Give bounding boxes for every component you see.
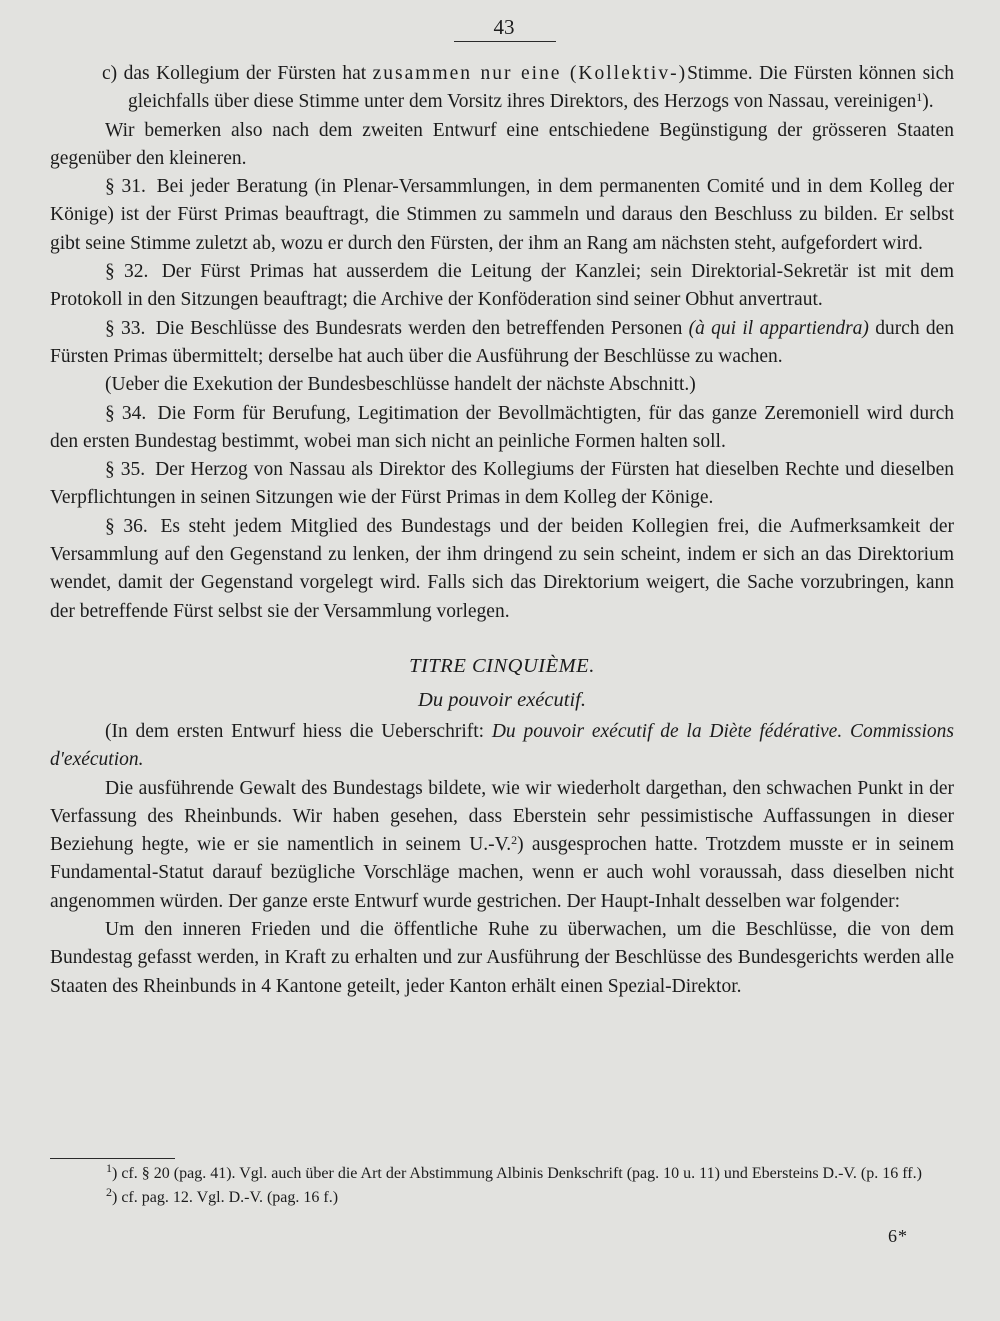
paragraph-die-text-a: Die ausführende Gewalt des Bundestags bildete, wie wir wiederholt dargethan, den schwachen Punkt in der Verfassung des Rheinbunds. Wir haben gesehen, dass Eberstein sehr pessimistische Auffassungen in dieser Beziehung hegte, wie er sie namentlich in seinem U.-V. — [50, 777, 954, 856]
paragraph-die-text-b: ) ausgesprochen hatte. Trotzdem musste er in seinem Fundamental-Statut darauf bezügliche Vorschläge machen, wenn er auch wohl voraussah, dass dieselben nicht angenommen würden. Der ganze erste Entwurf wurde gestrichen. Der Haupt-Inhalt desselben war folgender: — [50, 834, 954, 912]
footnote-2-text: ) cf. pag. 12. Vgl. D.-V. (pag. 16 f.) — [112, 1189, 339, 1206]
footnote-ref-2[interactable]: 2 — [511, 833, 518, 848]
footnote-ref-1[interactable]: 1 — [916, 90, 923, 105]
section-31-number: § 31. — [105, 176, 146, 198]
section-31-text: Bei jeder Beratung (in Plenar-Versammlungen, in dem permanenten Comité und in dem Kolleg der Könige) ist der Fürst Primas beauftragt, die Stimmen zu sammeln und daraus den Beschluss zu bilden. Er selbst gibt seine Stimme zuletzt ab, wozu er durch den Fürsten, der ihm an Rang am nächsten steht, aufgefordert wird. — [50, 176, 955, 254]
footnote-1-mark: 1 — [106, 1161, 112, 1175]
section-33-italic: (à qui il appartiendra) — [688, 317, 869, 339]
footnote-2 — [50, 1186, 960, 1210]
page-number: 43 — [493, 15, 515, 39]
paragraph-c-end: ). — [922, 91, 934, 113]
paragraph-c-spaced: zusammen nur eine (Kollektiv-) — [372, 63, 688, 84]
section-33-text-b: durch den Fürsten Primas übermittelt; derselbe hat auch über die Ausführung der Beschlüsse zu wachen. — [50, 317, 955, 367]
page-number-rule — [454, 41, 556, 42]
paragraph-c — [50, 60, 954, 117]
section-31 — [50, 173, 954, 258]
section-35 — [50, 456, 954, 513]
footnote-1 — [50, 1162, 960, 1186]
paragraph-in-dem-text: (In dem ersten Entwurf hiess die Ueberschrift: — [105, 720, 492, 742]
signature-mark: 6* — [888, 1226, 908, 1246]
section-36-number: § 36. — [105, 515, 148, 537]
paragraph-wir: Wir bemerken also nach dem zweiten Entwurf eine entschiedene Begünstigung der grösseren Staaten gegenüber den kleineren. — [50, 119, 954, 169]
footnote-1-text: ) cf. § 20 (pag. 41). Vgl. auch über die Art der Abstimmung Albinis Denkschrift (pag. 10 u. 11) und Ebersteins D.-V. (p. 16 ff.) — [112, 1165, 922, 1182]
section-35-number: § 35. — [105, 459, 146, 481]
paragraph-um: Um den inneren Frieden und die öffentliche Ruhe zu überwachen, um die Beschlüsse, die von dem Bundestag gefasst werden, in Kraft zu erhalten und zur Ausführung der Beschlüsse des Bundesgerichts werden alle Staaten des Rheinbunds in 4 Kantone geteilt, jeder Kanton erhält einen Spezial-Direktor. — [50, 919, 954, 997]
paragraph-c-text: Stimme. Die Fürsten können sich gleichfalls über diese Stimme unter dem Vorsitz ihres Direktors, des Herzogs von Nassau, vereinigen — [128, 63, 954, 113]
paragraph-ueber: (Ueber die Exekution der Bundesbeschlüsse handelt der nächste Abschnitt.) — [105, 374, 696, 396]
section-33-number: § 33. — [105, 317, 146, 339]
footnotes — [50, 1162, 960, 1210]
section-32-text: Der Fürst Primas hat ausserdem die Leitung der Kanzlei; sein Direktorial-Sekretär ist mit dem Protokoll in den Sitzungen beauftragt; die Archive der Konföderation sind seiner Obhut anvertraut. — [50, 261, 955, 311]
section-32-number: § 32. — [105, 261, 149, 283]
paragraph-c-prefix: c) das Kollegium der Fürsten hat — [102, 63, 373, 84]
section-34 — [50, 400, 954, 457]
section-32 — [50, 258, 954, 315]
footnote-rule — [50, 1158, 175, 1159]
section-33 — [50, 315, 954, 372]
section-36-text: Es steht jedem Mitglied des Bundestags und der beiden Kollegien frei, die Aufmerksamkeit der Versammlung auf den Gegenstand zu lenken, der ihm dringend zu sein scheint, indem er sich an das Direktorium wendet, damit der Gegenstand vorgelegt wird. Falls sich das Direktorium weigert, die Sache vorzubringen, kann der betreffende Fürst selbst sie der Versammlung vorlegen. — [50, 515, 955, 622]
section-34-text: Die Form für Berufung, Legitimation der Bevollmächtigten, für das ganze Zeremoniell wird durch den ersten Bundestag bestimmt, wobei man sich nicht an peinliche Formen halten soll. — [50, 402, 955, 452]
paragraph-in-dem-italic: Du pouvoir exécutif de la Diète fédérative. Commissions d'exécution. — [50, 720, 954, 771]
footnote-2-mark: 2 — [106, 1185, 112, 1199]
paragraph-in-dem — [50, 718, 954, 775]
chapter-subtitle: Du pouvoir exécutif. — [418, 688, 586, 711]
section-34-number: § 34. — [105, 402, 147, 424]
section-35-text: Der Herzog von Nassau als Direktor des Kollegiums der Fürsten hat dieselben Rechte und dieselben Verpflichtungen in seinen Sitzungen wie der Fürst Primas in dem Kolleg der Könige. — [50, 459, 955, 509]
section-36 — [50, 513, 954, 626]
chapter-title: TITRE CINQUIÈME. — [409, 654, 595, 677]
section-33-text-a: Die Beschlüsse des Bundesrats werden den betreffenden Personen — [155, 317, 689, 339]
paragraph-die — [50, 775, 954, 916]
main-text — [50, 60, 954, 1001]
